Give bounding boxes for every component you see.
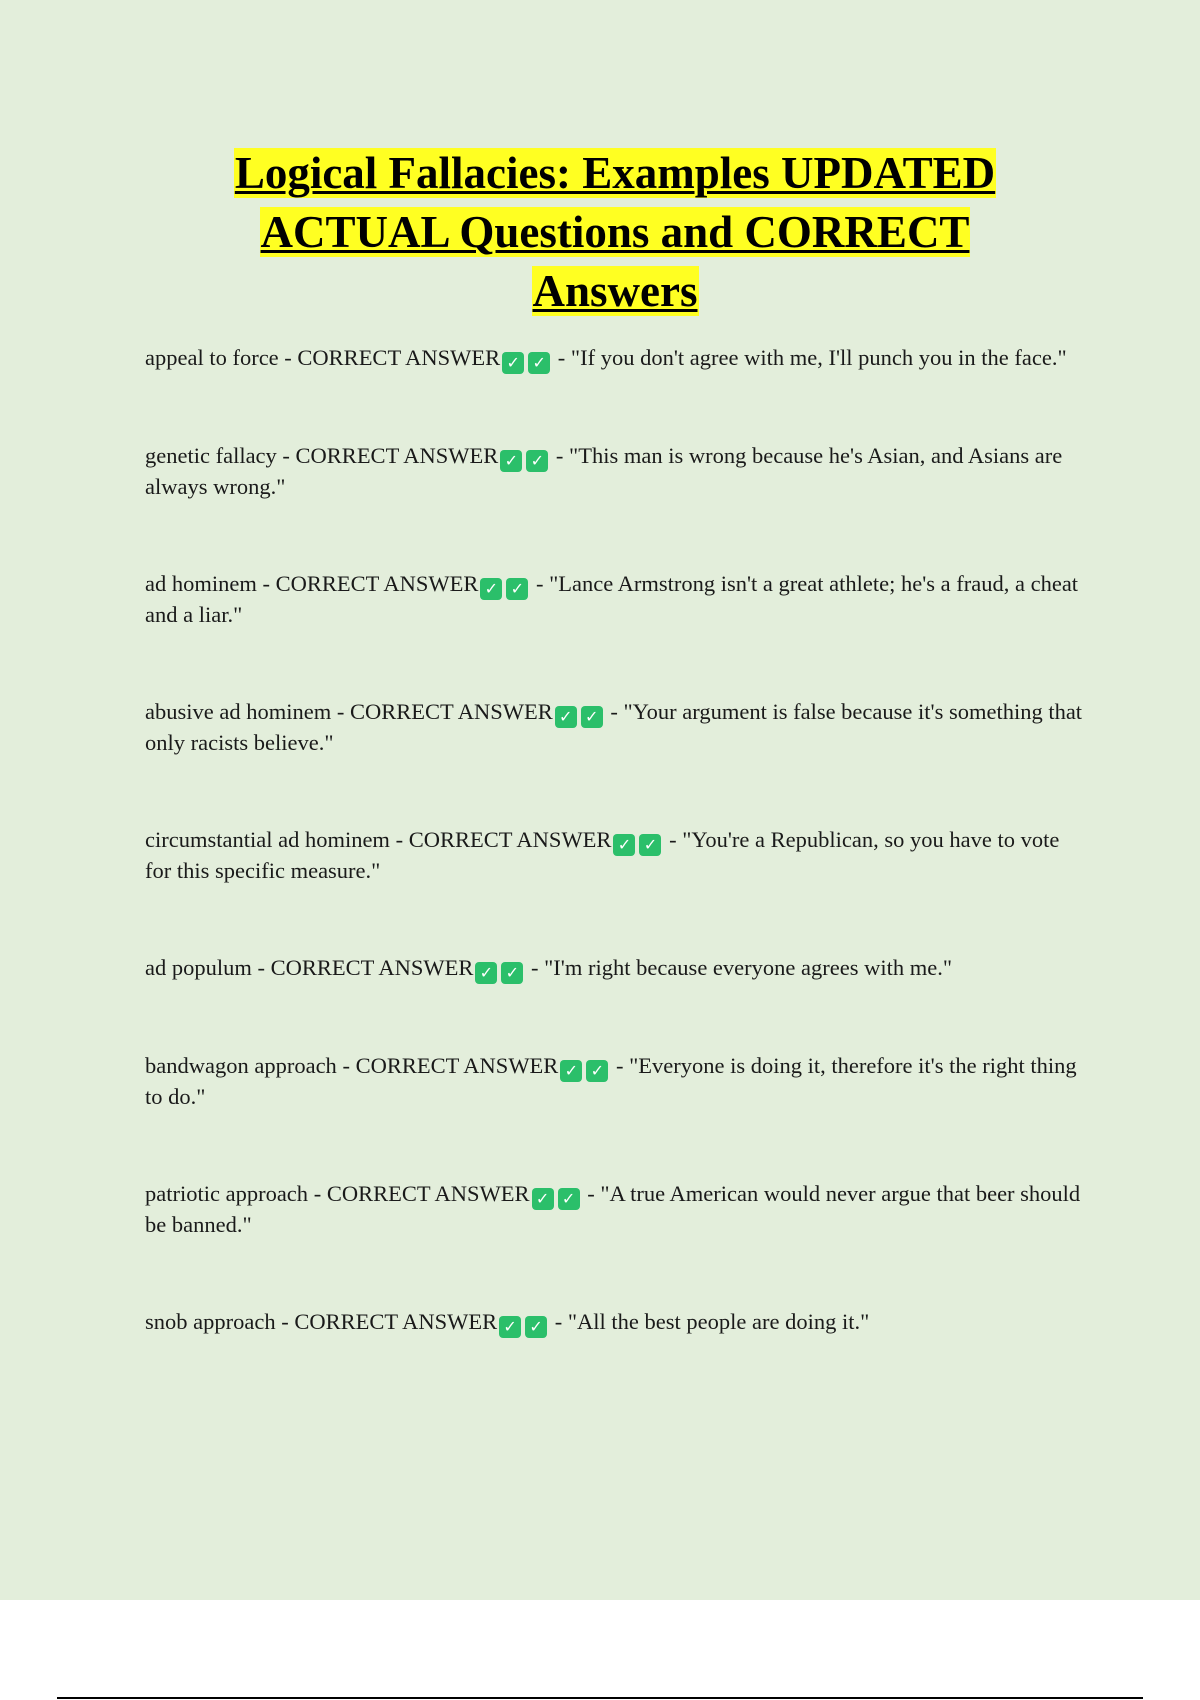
entry-term: abusive ad hominem [145, 699, 332, 724]
check-mark-icon: ✓ [555, 706, 577, 728]
entry-term: ad populum [145, 955, 252, 980]
entry-separator: - [610, 1053, 630, 1078]
entry-separator: - [552, 345, 571, 370]
check-mark-icon: ✓ [475, 962, 497, 984]
check-mark-icon: ✓ [500, 450, 522, 472]
entry-answer: "I'm right because everyone agrees with me." [544, 955, 953, 980]
check-mark-icon: ✓ [506, 578, 528, 600]
entry-separator: - [275, 1309, 295, 1334]
check-mark-icon: ✓ [581, 706, 603, 728]
check-mark-icon: ✓ [639, 834, 661, 856]
entry-separator: - [256, 571, 276, 596]
entry-item [145, 953, 1090, 984]
entry-answer: "All the best people are doing it." [567, 1309, 870, 1334]
entry-separator: - [663, 827, 683, 852]
entry-answer: "A true American would never argue that beer should be banned." [145, 1181, 1081, 1237]
correct-answer-label: CORRECT ANSWER [295, 443, 499, 468]
check-mark-icon: ✓ [532, 1188, 554, 1210]
check-mark-icon: ✓ [558, 1188, 580, 1210]
entry-answer: "Everyone is doing it, therefore it's the right thing to do." [145, 1053, 1077, 1109]
entry-separator: - [251, 955, 271, 980]
entry-separator: - [389, 827, 409, 852]
footer-divider [57, 1697, 1143, 1699]
entry-separator: - [525, 955, 545, 980]
entry-answer: "Your argument is false because it's something that only racists believe." [145, 699, 1083, 755]
entry-term: bandwagon approach [145, 1053, 337, 1078]
title-line-3: Answers [532, 266, 698, 316]
entry-term: appeal to force [145, 345, 279, 370]
entry-separator: - [581, 1181, 601, 1206]
entry-item [145, 1179, 1090, 1240]
entry-item [145, 1307, 1090, 1338]
check-mark-icon: ✓ [480, 578, 502, 600]
entry-term: snob approach [145, 1309, 276, 1334]
entry-separator: - [549, 1309, 568, 1334]
entry-item [145, 825, 1090, 886]
check-mark-icon: ✓ [502, 352, 524, 374]
check-mark-icon: ✓ [586, 1060, 608, 1082]
page-title [145, 144, 1085, 321]
entry-separator: - [336, 1053, 356, 1078]
correct-answer-label: CORRECT ANSWER [275, 571, 479, 596]
entry-separator: - [604, 699, 624, 724]
entry-answer: "If you don't agree with me, I'll punch you in the face." [570, 345, 1067, 370]
check-mark-icon: ✓ [499, 1316, 521, 1338]
entry-item [145, 343, 1090, 374]
check-mark-icon: ✓ [613, 834, 635, 856]
entry-item [145, 1051, 1090, 1112]
correct-answer-label: CORRECT ANSWER [355, 1053, 559, 1078]
correct-answer-label: CORRECT ANSWER [326, 1181, 530, 1206]
entry-term: patriotic approach [145, 1181, 309, 1206]
entry-item [145, 569, 1090, 630]
entry-separator: - [331, 699, 350, 724]
entry-separator: - [308, 1181, 327, 1206]
entry-answer: "You're a Republican, so you have to vote for this specific measure." [145, 827, 1060, 883]
correct-answer-label: CORRECT ANSWER [297, 345, 501, 370]
entry-separator: - [550, 443, 570, 468]
check-mark-icon: ✓ [560, 1060, 582, 1082]
entry-item [145, 441, 1090, 502]
correct-answer-label: CORRECT ANSWER [294, 1309, 498, 1334]
entry-list [145, 343, 1090, 1338]
correct-answer-label: CORRECT ANSWER [349, 699, 553, 724]
entry-term: ad hominem [145, 571, 257, 596]
check-mark-icon: ✓ [526, 450, 548, 472]
entry-answer: "Lance Armstrong isn't a great athlete; he's a fraud, a cheat and a liar." [145, 571, 1079, 627]
correct-answer-label: CORRECT ANSWER [408, 827, 612, 852]
title-line-2: ACTUAL Questions and CORRECT [260, 207, 970, 257]
title-line-1: Logical Fallacies: Examples UPDATED [234, 148, 996, 198]
entry-answer: "This man is wrong because he's Asian, and Asians are always wrong." [145, 443, 1063, 499]
entry-item [145, 697, 1090, 758]
entry-term: circumstantial ad hominem [145, 827, 390, 852]
check-mark-icon: ✓ [501, 962, 523, 984]
check-mark-icon: ✓ [525, 1316, 547, 1338]
entry-term: genetic fallacy [145, 443, 277, 468]
entry-separator: - [278, 345, 298, 370]
entry-separator: - [276, 443, 296, 468]
correct-answer-label: CORRECT ANSWER [270, 955, 474, 980]
check-mark-icon: ✓ [528, 352, 550, 374]
entry-separator: - [530, 571, 550, 596]
